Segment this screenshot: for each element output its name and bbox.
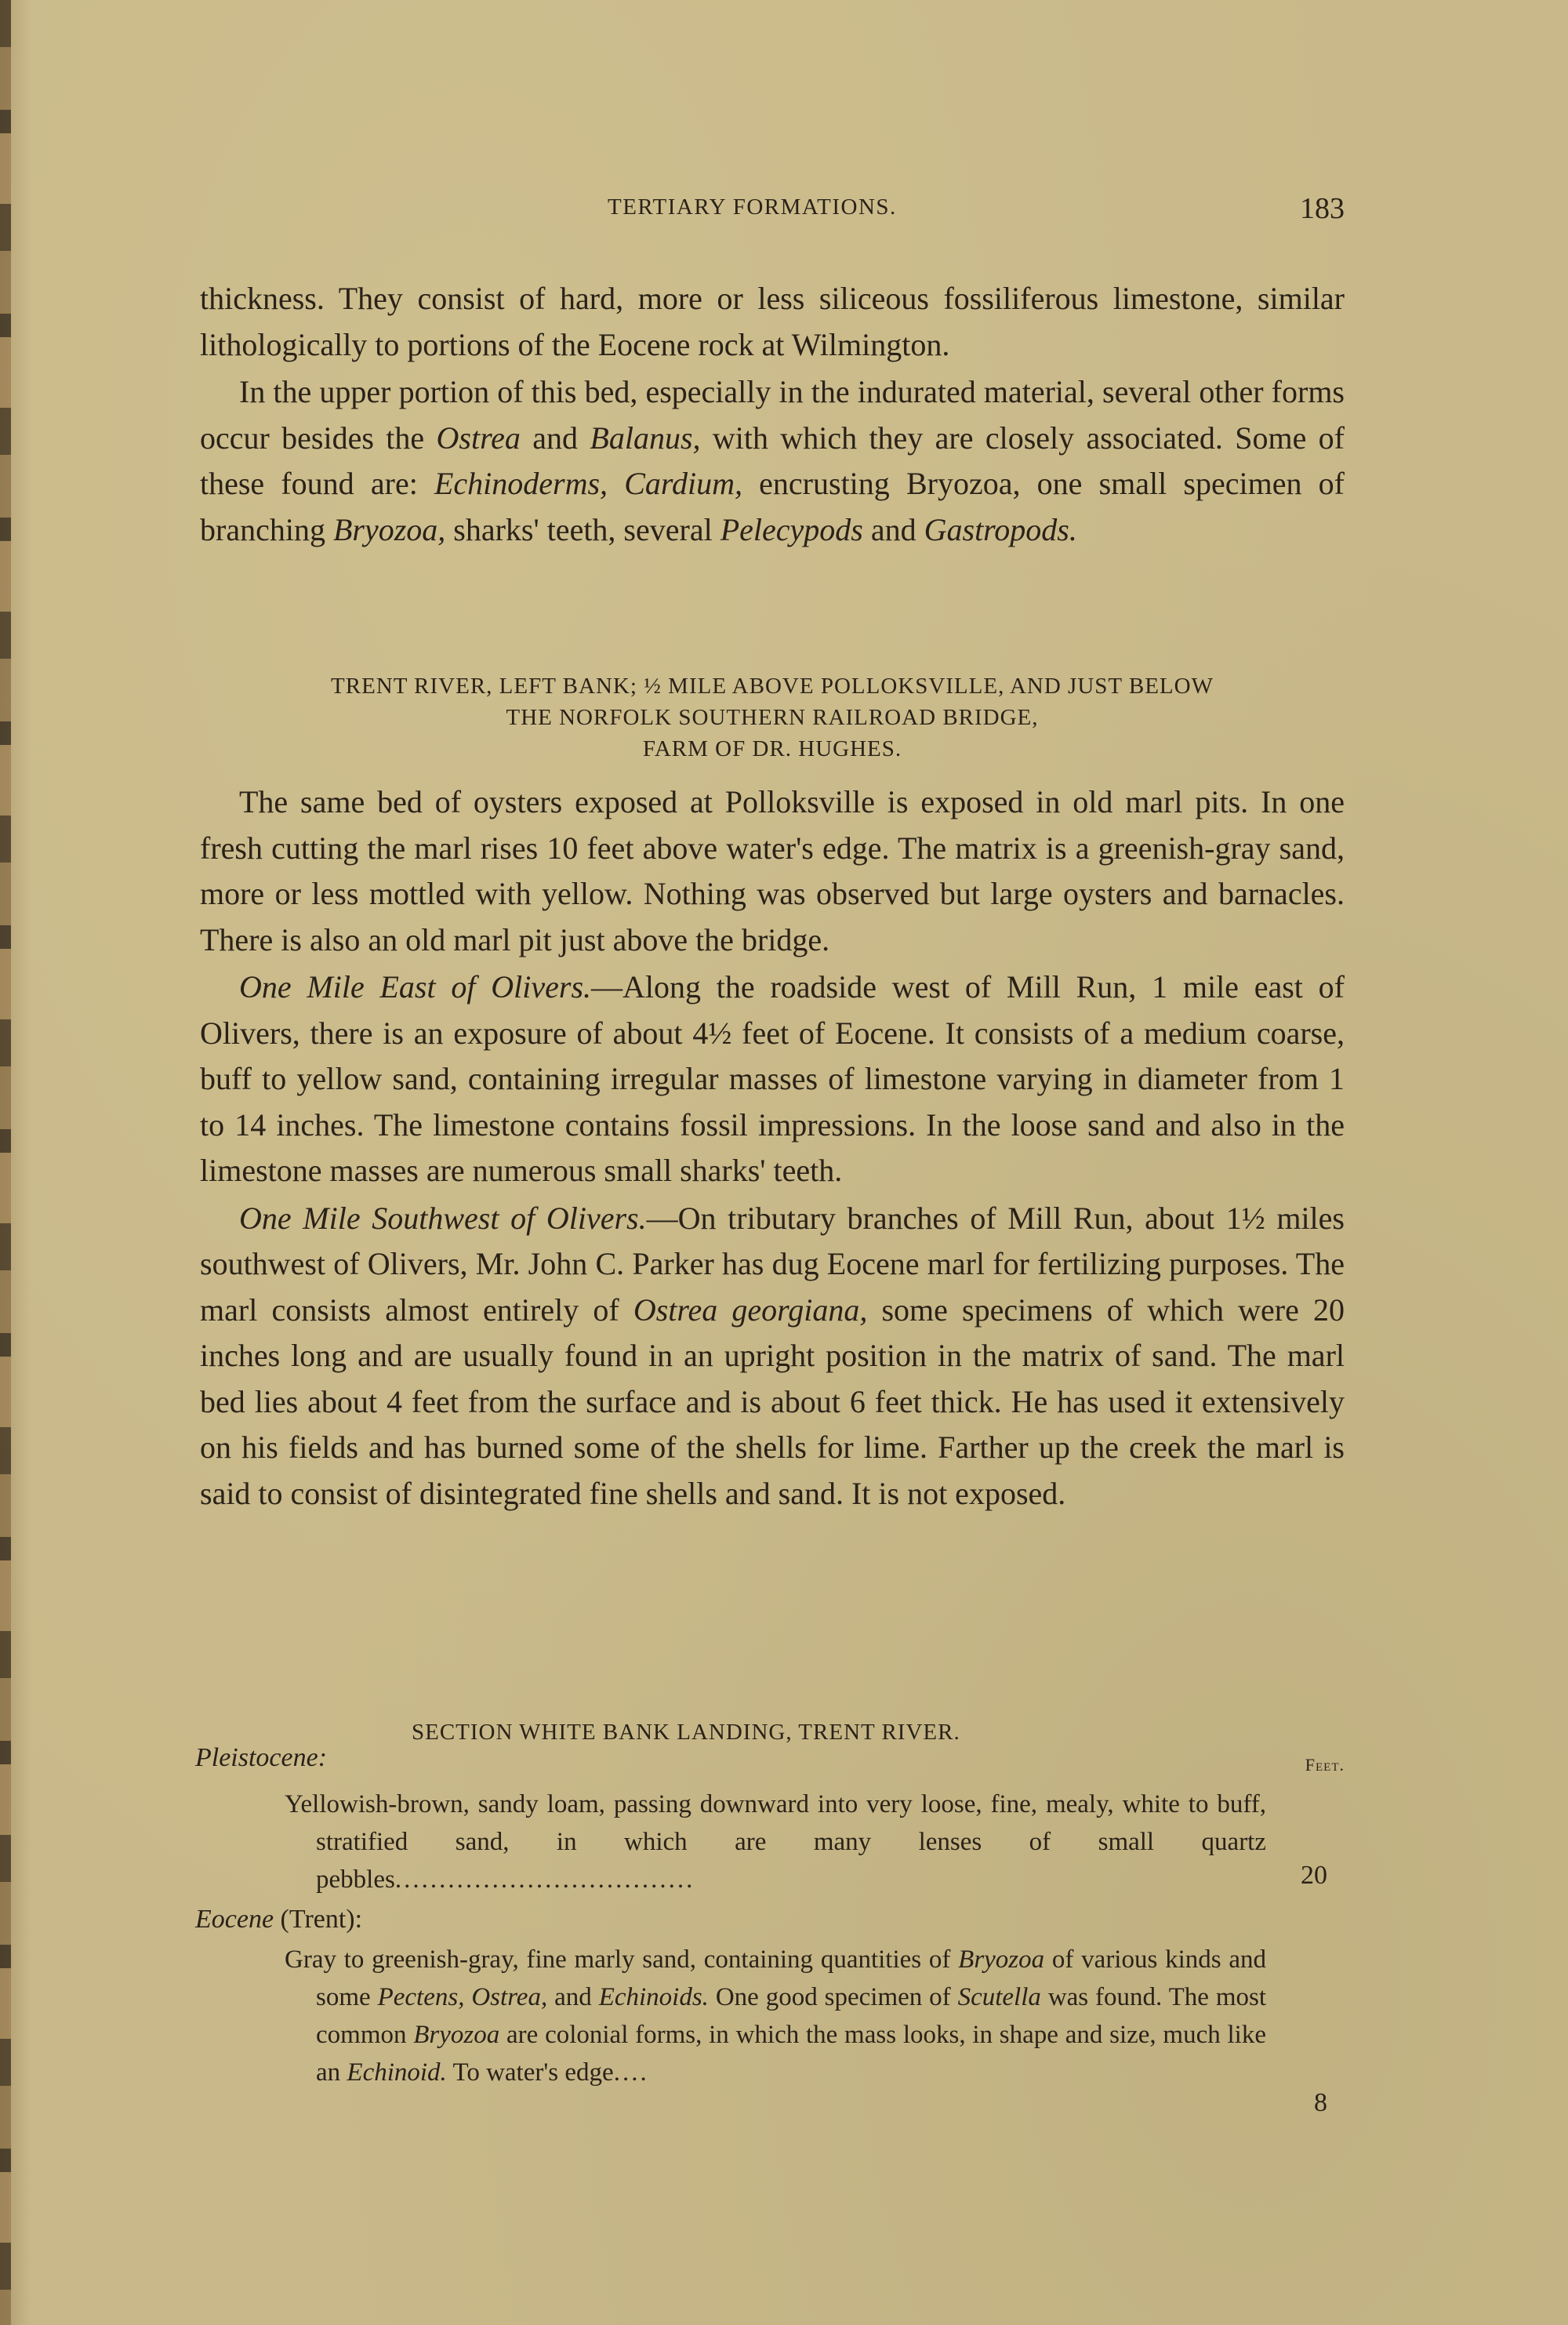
thickness-column-header: Feet.	[1305, 1755, 1345, 1775]
paragraph-heading: One Mile East of Olivers.	[239, 969, 592, 1004]
epoch-label-pleistocene: Pleistocene:	[195, 1743, 328, 1772]
paragraph-polloksville: The same bed of oysters exposed at Polloksville is exposed in old marl pits. In one fresh cutting the marl rises 10 feet above water's edge. The matrix is a greenish-gray sand, more or less mottled with yellow. Nothing was observed but large oysters and barnacles. There is also an old marl pit just above the bridge.	[200, 784, 1345, 957]
paragraph-upper-portion: In the upper portion of this bed, especially in the indurated material, several other forms occur besides the Ostrea and Balanus, with which they are closely associated. Some of these found are: Echinoderms, Cardium, encrusting Bryozoa, one small specimen of branching Bryozoa, sharks' teeth, several Pelecypods and Gastropods.	[200, 374, 1345, 547]
page-number: 183	[1300, 192, 1345, 225]
locality-heading-line: THE NORFOLK SOUTHERN RAILROAD BRIDGE,	[506, 705, 1039, 730]
layer-description: Yellowish-brown, sandy loam, passing downward into very loose, fine, mealy, white to buff, stratified sand, in which are many lenses of small quartz pebbles	[285, 1790, 1266, 1894]
layer-description: Gray to greenish-gray, fine marly sand, containing quantities of Bryozoa of various kinds and some Pectens, Ostrea, and Echinoids. One good specimen of Scutella was found. The most common Bryozoa are colonial forms, in which the mass looks, in shape and size, much like an Echinoid. To water's edge....	[285, 1945, 1267, 2087]
book-binding-edge	[0, 0, 11, 2325]
layer-thickness: 8	[1314, 2088, 1327, 2117]
dot-leader: ....	[613, 2058, 649, 2087]
section-title: SECTION WHITE BANK LANDING, TRENT RIVER.	[412, 1720, 960, 1745]
epoch-label-eocene: Eocene (Trent):	[195, 1905, 363, 1934]
locality-heading-line: TRENT RIVER, LEFT BANK; ½ MILE ABOVE POLLOKSVILLE, AND JUST BELOW	[331, 674, 1214, 699]
paragraph-continuation: thickness. They consist of hard, more or less siliceous fossiliferous limestone, similar lithologically to portions of the Eocene rock at Wilmington.	[200, 281, 1345, 362]
running-head	[200, 194, 1345, 234]
running-title: TERTIARY FORMATIONS.	[608, 194, 897, 220]
body-text-top	[200, 276, 1345, 553]
dot-leader: ..................................	[394, 1865, 695, 1894]
locality-heading	[200, 670, 1345, 765]
body-text-main	[200, 779, 1345, 1517]
paragraph-east-of-olivers: One Mile East of Olivers.—Along the roadside west of Mill Run, 1 mile east of Olivers, there is an exposure of about 4½ feet of Eocene. It consists of a medium coarse, buff to yellow sand, containing irregular masses of limestone varying in diameter from 1 to 14 inches. The limestone contains fossil impressions. In the loose sand and also in the limestone masses are numerous small sharks' teeth.	[200, 969, 1345, 1188]
paragraph-southwest-of-olivers: One Mile Southwest of Olivers.—On tributary branches of Mill Run, about 1½ miles southwest of Olivers, Mr. John C. Parker has dug Eocene marl for fertilizing purposes. The marl consists almost entirely of Ostrea georgiana, some specimens of which were 20 inches long and are usually found in an upright position in the matrix of sand. The marl bed lies about 4 feet from the surface and is about 6 feet thick. He has used it extensively on his fields and has burned some of the shells for lime. Farther up the creek the marl is said to consist of disintegrated fine shells and sand. It is not exposed.	[200, 1200, 1345, 1511]
paragraph-heading: One Mile Southwest of Olivers.	[239, 1200, 647, 1236]
layer-thickness: 20	[1301, 1861, 1327, 1890]
locality-heading-line: FARM OF DR. HUGHES.	[642, 736, 902, 761]
layer-entry	[285, 1786, 1266, 1898]
layer-entry	[285, 1941, 1266, 2091]
